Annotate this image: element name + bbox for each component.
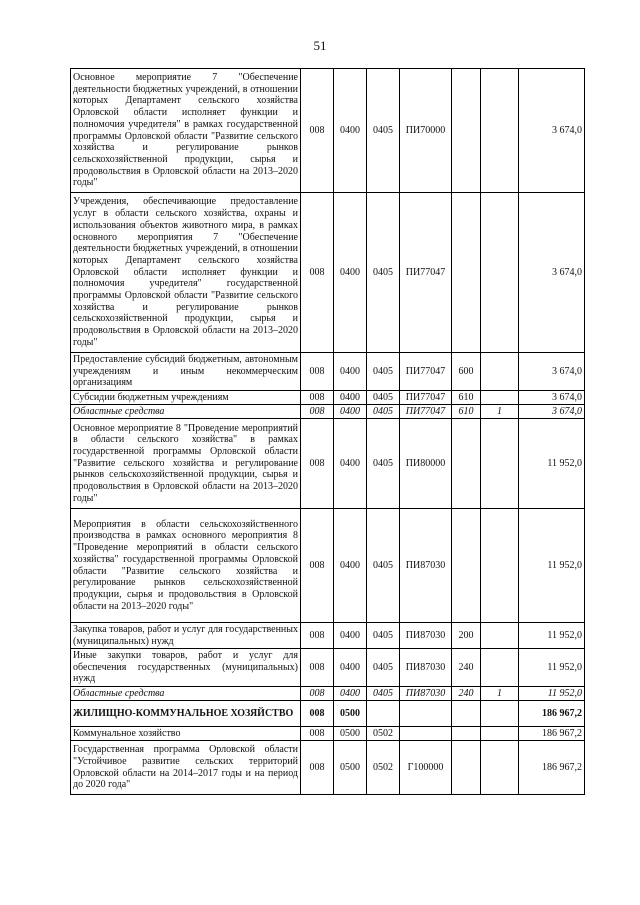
section-code: 0400 bbox=[334, 69, 367, 193]
target-article-code: ПИ77047 bbox=[400, 405, 452, 419]
ministry-code: 008 bbox=[301, 623, 334, 649]
row-description: ЖИЛИЩНО-КОММУНАЛЬНОЕ ХОЗЯЙСТВО bbox=[71, 701, 301, 727]
ministry-code: 008 bbox=[301, 353, 334, 391]
expense-type-code bbox=[452, 701, 481, 727]
funding-source-code bbox=[481, 391, 519, 405]
expense-type-code: 610 bbox=[452, 391, 481, 405]
subsection-code: 0502 bbox=[367, 727, 400, 741]
expense-type-code bbox=[452, 193, 481, 353]
table-row bbox=[71, 623, 585, 649]
expense-type-code bbox=[452, 69, 481, 193]
expense-type-code: 240 bbox=[452, 649, 481, 687]
expense-type-code bbox=[452, 727, 481, 741]
target-article-code: ПИ70000 bbox=[400, 69, 452, 193]
target-article-code: Г100000 bbox=[400, 741, 452, 795]
target-article-code: ПИ77047 bbox=[400, 193, 452, 353]
section-code: 0500 bbox=[334, 727, 367, 741]
section-code: 0500 bbox=[334, 701, 367, 727]
subsection-code: 0405 bbox=[367, 687, 400, 701]
amount: 3 674,0 bbox=[519, 391, 585, 405]
funding-source-code: 1 bbox=[481, 405, 519, 419]
section-code: 0400 bbox=[334, 193, 367, 353]
funding-source-code bbox=[481, 623, 519, 649]
row-description: Предоставление субсидий бюджетным, автономным учреждениям и иным некоммерческим организациям bbox=[71, 353, 301, 391]
subsection-code: 0405 bbox=[367, 623, 400, 649]
funding-source-code bbox=[481, 419, 519, 509]
row-description: Мероприятия в области сельскохозяйственного производства в рамках основного мероприятия 8 "Проведение мероприятий в области сельского хозяйства" государственной программы Орловской области "Развитие сельского хозяйства и регулирование рынков сельскохозяйственной продукции, сырья и продовольствия в Орловской области на 2013–2020 годы" bbox=[71, 509, 301, 623]
amount: 11 952,0 bbox=[519, 623, 585, 649]
target-article-code: ПИ87030 bbox=[400, 623, 452, 649]
section-code: 0400 bbox=[334, 623, 367, 649]
section-code: 0400 bbox=[334, 419, 367, 509]
table-row bbox=[71, 741, 585, 795]
row-description: Основное мероприятие 7 "Обеспечение деятельности бюджетных учреждений, в отношении которых Департамент сельского хозяйства Орловской области исполняет функции и полномочия учредителя" в рамках государственной программы Орловской области "Развитие сельского хозяйства и регулирование рынков сельскохозяйственной продукции, сырья и продовольствия в Орловской области на 2013–2020 годы" bbox=[71, 69, 301, 193]
table-row bbox=[71, 649, 585, 687]
row-description: Субсидии бюджетным учреждениям bbox=[71, 391, 301, 405]
funding-source-code bbox=[481, 69, 519, 193]
section-code: 0400 bbox=[334, 391, 367, 405]
subsection-code: 0405 bbox=[367, 419, 400, 509]
target-article-code: ПИ80000 bbox=[400, 419, 452, 509]
expense-type-code bbox=[452, 741, 481, 795]
expense-type-code bbox=[452, 509, 481, 623]
table-row bbox=[71, 69, 585, 193]
subsection-code: 0502 bbox=[367, 741, 400, 795]
row-description: Основное мероприятие 8 "Проведение мероприятий в области сельского хозяйства" в рамках государственной программы Орловской области "Развитие сельского хозяйства и регулирование рынков сельскохозяйственной продукции, сырья и продовольствия в Орловской области на 2013–2020 годы" bbox=[71, 419, 301, 509]
ministry-code: 008 bbox=[301, 649, 334, 687]
funding-source-code bbox=[481, 701, 519, 727]
funding-source-code: 1 bbox=[481, 687, 519, 701]
subsection-code: 0405 bbox=[367, 649, 400, 687]
amount: 11 952,0 bbox=[519, 687, 585, 701]
funding-source-code bbox=[481, 727, 519, 741]
amount: 3 674,0 bbox=[519, 353, 585, 391]
subsection-code: 0405 bbox=[367, 353, 400, 391]
amount: 3 674,0 bbox=[519, 69, 585, 193]
section-code: 0400 bbox=[334, 405, 367, 419]
section-code: 0400 bbox=[334, 509, 367, 623]
row-description: Областные средства bbox=[71, 405, 301, 419]
expense-type-code bbox=[452, 419, 481, 509]
expense-type-code: 240 bbox=[452, 687, 481, 701]
funding-source-code bbox=[481, 649, 519, 687]
row-description: Иные закупки товаров, работ и услуг для обеспечения государственных (муниципальных) нужд bbox=[71, 649, 301, 687]
amount: 3 674,0 bbox=[519, 405, 585, 419]
funding-source-code bbox=[481, 509, 519, 623]
target-article-code bbox=[400, 701, 452, 727]
funding-source-code bbox=[481, 193, 519, 353]
ministry-code: 008 bbox=[301, 727, 334, 741]
ministry-code: 008 bbox=[301, 687, 334, 701]
page-number: 51 bbox=[313, 38, 327, 53]
row-description: Коммунальное хозяйство bbox=[71, 727, 301, 741]
ministry-code: 008 bbox=[301, 509, 334, 623]
budget-table bbox=[70, 68, 585, 795]
table-row bbox=[71, 687, 585, 701]
section-code: 0400 bbox=[334, 649, 367, 687]
ministry-code: 008 bbox=[301, 391, 334, 405]
funding-source-code bbox=[481, 353, 519, 391]
expense-type-code: 600 bbox=[452, 353, 481, 391]
budget-table-body bbox=[71, 69, 585, 795]
table-row bbox=[71, 509, 585, 623]
row-description: Государственная программа Орловской области "Устойчивое развитие сельских территорий Орловской области на 2014–2017 годы и на период до 2020 года" bbox=[71, 741, 301, 795]
target-article-code: ПИ87030 bbox=[400, 649, 452, 687]
amount: 11 952,0 bbox=[519, 509, 585, 623]
target-article-code: ПИ77047 bbox=[400, 391, 452, 405]
row-description: Областные средства bbox=[71, 687, 301, 701]
amount: 11 952,0 bbox=[519, 649, 585, 687]
target-article-code bbox=[400, 727, 452, 741]
amount: 11 952,0 bbox=[519, 419, 585, 509]
target-article-code: ПИ87030 bbox=[400, 687, 452, 701]
expense-type-code: 200 bbox=[452, 623, 481, 649]
ministry-code: 008 bbox=[301, 69, 334, 193]
ministry-code: 008 bbox=[301, 701, 334, 727]
table-row bbox=[71, 353, 585, 391]
section-code: 0500 bbox=[334, 741, 367, 795]
amount: 186 967,2 bbox=[519, 701, 585, 727]
subsection-code: 0405 bbox=[367, 405, 400, 419]
target-article-code: ПИ77047 bbox=[400, 353, 452, 391]
ministry-code: 008 bbox=[301, 419, 334, 509]
subsection-code: 0405 bbox=[367, 509, 400, 623]
amount: 186 967,2 bbox=[519, 741, 585, 795]
row-description: Учреждения, обеспечивающие предоставление услуг в области сельского хозяйства, охраны и использования объектов животного мира, в рамках основного мероприятия 7 "Обеспечение деятельности бюджетных учреждений, в отношении которых Департамент сельского хозяйства Орловской области исполняет функции и полномочия учредителя" государственной программы Орловской области "Развитие сельского хозяйства и регулирование рынков сельскохозяйственной продукции, сырья и продовольствия в Орловской области на 2013–2020 годы" bbox=[71, 193, 301, 353]
table-row bbox=[71, 419, 585, 509]
target-article-code: ПИ87030 bbox=[400, 509, 452, 623]
ministry-code: 008 bbox=[301, 741, 334, 795]
expense-type-code: 610 bbox=[452, 405, 481, 419]
table-row bbox=[71, 727, 585, 741]
subsection-code bbox=[367, 701, 400, 727]
table-row bbox=[71, 193, 585, 353]
ministry-code: 008 bbox=[301, 405, 334, 419]
amount: 186 967,2 bbox=[519, 727, 585, 741]
section-code: 0400 bbox=[334, 353, 367, 391]
table-row bbox=[71, 391, 585, 405]
subsection-code: 0405 bbox=[367, 391, 400, 405]
subsection-code: 0405 bbox=[367, 69, 400, 193]
row-description: Закупка товаров, работ и услуг для государственных (муниципальных) нужд bbox=[71, 623, 301, 649]
funding-source-code bbox=[481, 741, 519, 795]
table-row bbox=[71, 405, 585, 419]
ministry-code: 008 bbox=[301, 193, 334, 353]
section-code: 0400 bbox=[334, 687, 367, 701]
amount: 3 674,0 bbox=[519, 193, 585, 353]
table-row bbox=[71, 701, 585, 727]
subsection-code: 0405 bbox=[367, 193, 400, 353]
